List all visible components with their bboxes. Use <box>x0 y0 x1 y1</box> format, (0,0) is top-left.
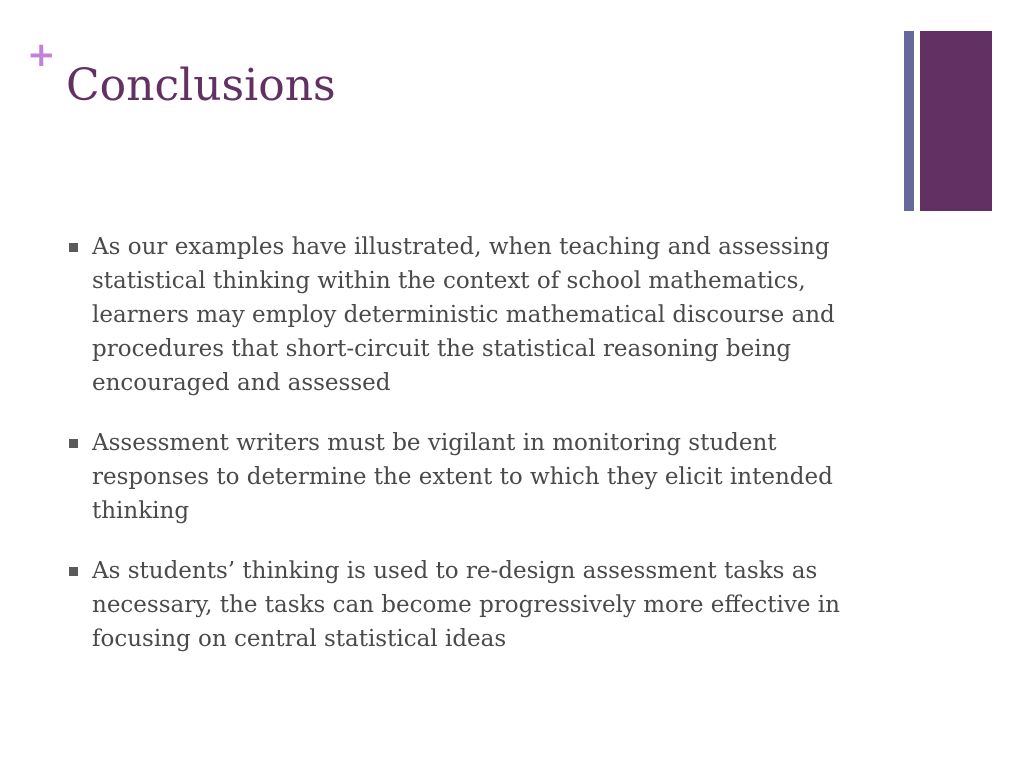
accent-bar-thick <box>920 31 992 211</box>
bullet-item <box>66 230 896 400</box>
bullet-text: Assessment writers must be vigilant in monitoring student responses to determine the extent to which they elicit intended thinking <box>92 430 833 524</box>
slide-title: Conclusions <box>66 60 336 111</box>
accent-bar-thin <box>904 31 914 211</box>
bullet-text: As students’ thinking is used to re-design assessment tasks as necessary, the tasks can become progressively more effective in focusing on central statistical ideas <box>92 558 840 652</box>
square-bullet-icon <box>69 243 78 252</box>
square-bullet-icon <box>69 439 78 448</box>
bullet-item <box>66 426 896 528</box>
bullet-item <box>66 554 896 656</box>
bullet-list <box>66 230 896 682</box>
plus-icon: + <box>27 35 56 75</box>
bullet-text: As our examples have illustrated, when teaching and assessing statistical thinking within the context of school mathematics, learners may employ deterministic mathematical discourse and procedures that short-circuit the statistical reasoning being encouraged and assessed <box>92 234 835 396</box>
square-bullet-icon <box>69 567 78 576</box>
